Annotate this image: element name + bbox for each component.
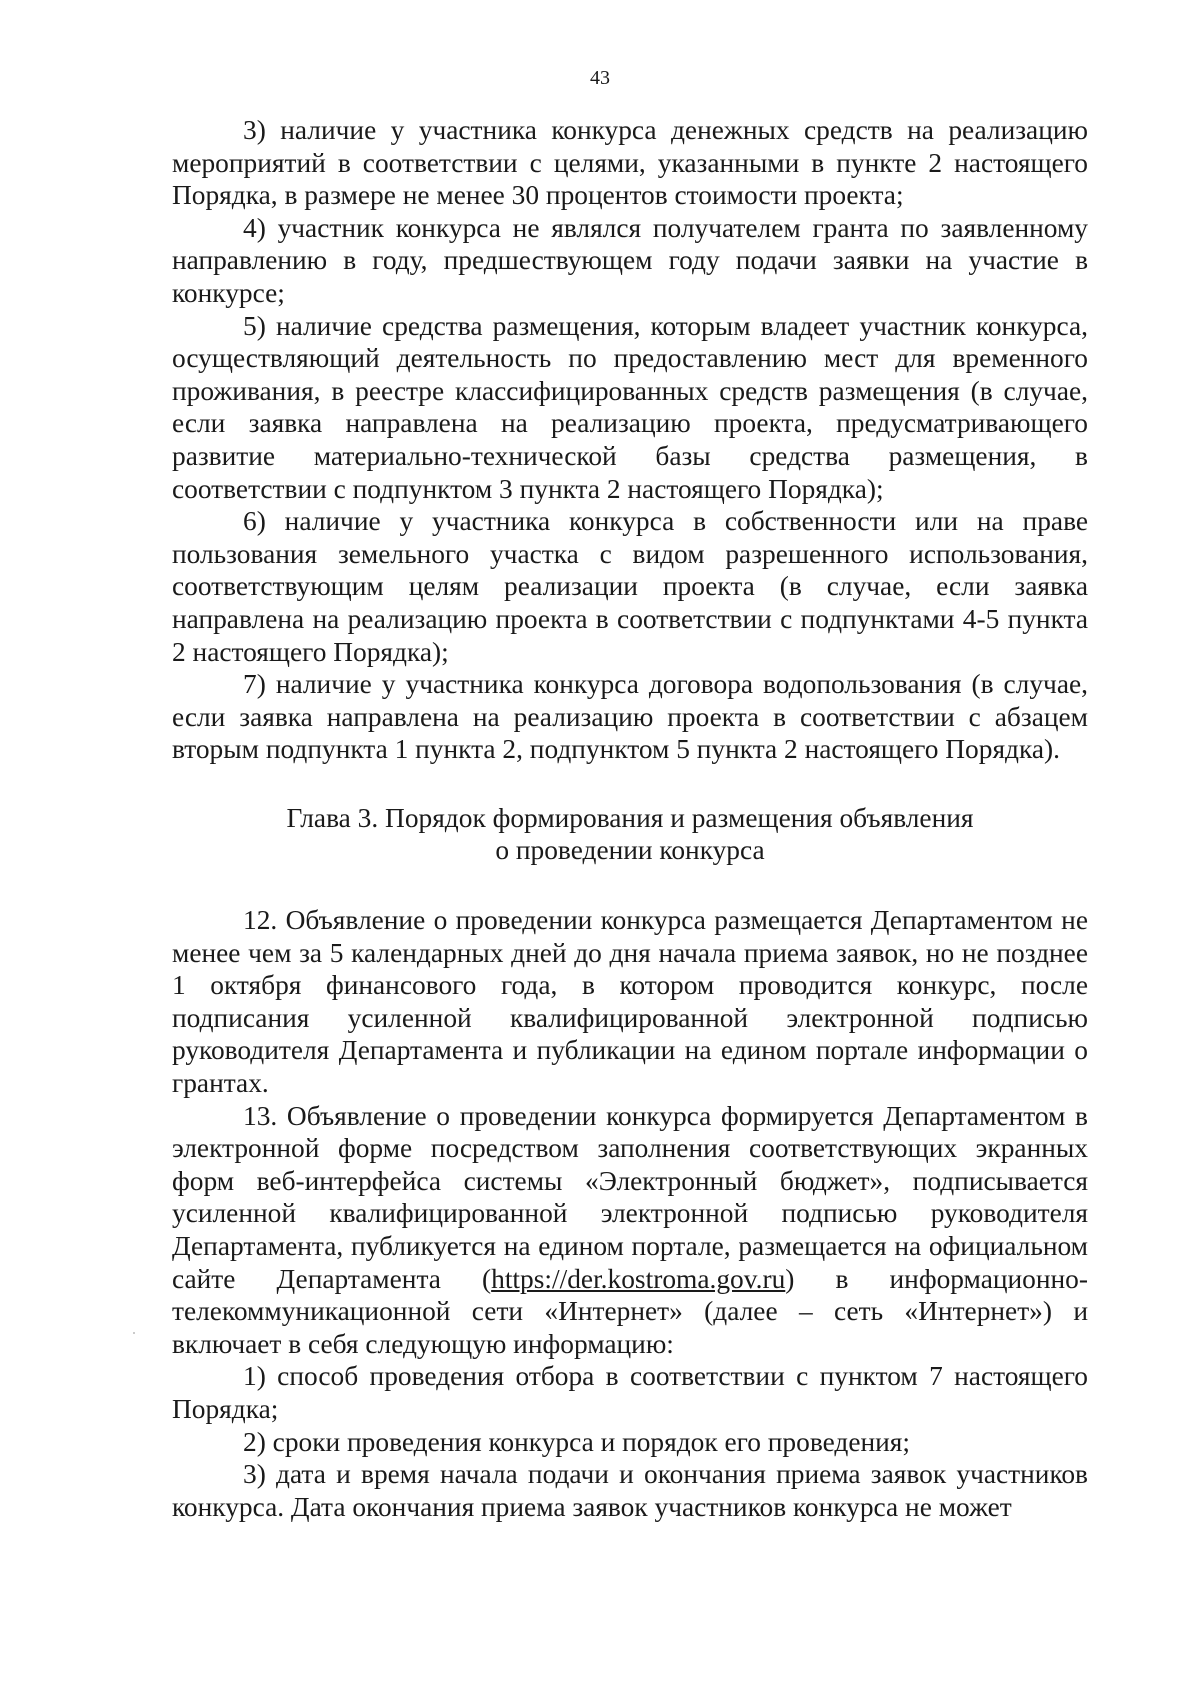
paragraph-item-7: 7) наличие у участника конкурса договора водопользования (в случае, если заявка направлена на реализацию проекта в соответствии с абзацем вторым подпункта 1 пункта 2, подпунктом 5 пункта 2 настоящего Порядка).: [172, 669, 1088, 765]
paragraph-item-6: 6) наличие у участника конкурса в собственности или на праве пользования земельного участка с видом разрешенного использования, соответствующим целям реализации проекта (в случае, если заявка направлена на реализацию проекта в соответствии с подпунктами 4-5 пункта 2 настоящего Порядка);: [172, 506, 1088, 667]
chapter-heading-line-1: Глава 3. Порядок формирования и размещения объявления: [286, 802, 974, 833]
paragraph-12: 12. Объявление о проведении конкурса размещается Департаментом не менее чем за 5 календарных дней до дня начала приема заявок, но не позднее 1 октября финансового года, в котором проводится конкурс, после подписания усиленной квалифицированной электронной подписью руководителя Департамента и публикации на едином портале информации о грантах.: [172, 905, 1088, 1099]
department-website-link[interactable]: https://der.kostroma.gov.ru: [491, 1263, 786, 1294]
scan-dot-mark: [133, 1332, 135, 1334]
paragraph-13-text-end: ) в информационно-телекоммуникационной сети «Интернет» (далее – сеть «Интернет») и включает в себя следующую информацию:: [172, 1263, 1088, 1359]
list-item-1: 1) способ проведения отбора в соответствии с пунктом 7 настоящего Порядка;: [172, 1361, 1088, 1424]
document-body: [172, 114, 1088, 1523]
chapter-heading-line-2: о проведении конкурса: [495, 835, 765, 866]
paragraph-item-5: 5) наличие средства размещения, которым владеет участник конкурса, осуществляющий деятельность по предоставлению мест для временного проживания, в реестре классифицированных средств размещения (в случае, если заявка направлена на реализацию проекта, предусматривающего развитие материально-технической базы средства размещения, в соответствии с подпунктом 3 пункта 2 настоящего Порядка);: [172, 310, 1088, 504]
chapter-heading: [172, 802, 1088, 867]
list-item-3: 3) дата и время начала подачи и окончания приема заявок участников конкурса. Дата окончания приема заявок участников конкурса не может: [172, 1459, 1088, 1522]
paragraph-item-3: 3) наличие у участника конкурса денежных средств на реализацию мероприятий в соответствии с целями, указанными в пункте 2 настоящего Порядка, в размере не менее 30 процентов стоимости проекта;: [172, 115, 1088, 211]
paragraph-item-4: 4) участник конкурса не являлся получателем гранта по заявленному направлению в году, предшествующем году подачи заявки на участие в конкурсе;: [172, 212, 1088, 308]
list-item-2: 2) сроки проведения конкурса и порядок его проведения;: [243, 1426, 911, 1457]
paragraph-13: [172, 1100, 1088, 1361]
page-number: 43: [590, 67, 610, 89]
paragraph-13-text-start: 13. Объявление о проведении конкурса формируется Департаментом в электронной форме посредством заполнения соответствующих экранных форм веб-интерфейса системы «Электронный бюджет», подписывается усиленной квалифицированной электронной подписью руководителя Департамента, публикуется на едином портале, размещается на официальном сайте Департамента (: [172, 1100, 1088, 1294]
